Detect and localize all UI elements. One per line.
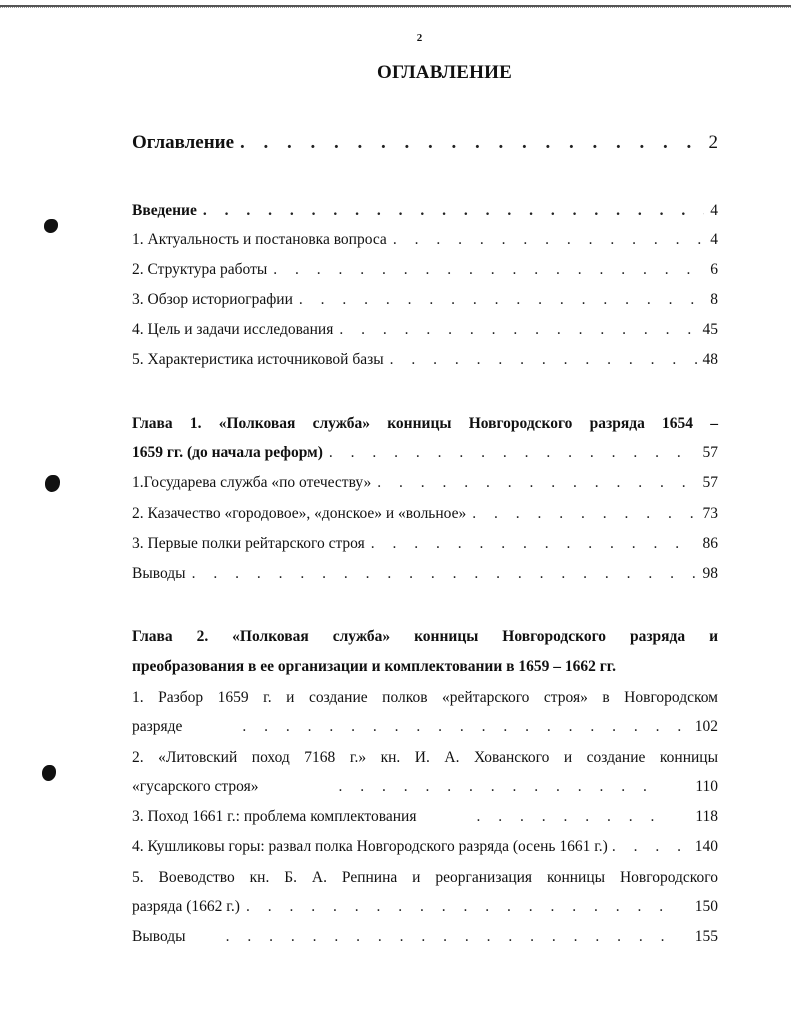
toc-entry-page: 118 (695, 808, 718, 825)
toc-entry-label: 1. Актуальность и постановка вопроса (132, 231, 387, 248)
leader-dots (371, 534, 697, 554)
toc-entry-page: 155 (694, 928, 718, 945)
toc-entry-page: 73 (702, 505, 718, 522)
toc-entry-page: 150 (694, 898, 718, 915)
toc-entry-label: 1659 гг. (до начала реформ) (132, 444, 323, 461)
toc-entry-label: 4. Цель и задачи исследования (132, 321, 334, 338)
leader-dots (393, 230, 704, 250)
toc-entry-page: 4 (710, 231, 718, 248)
toc-entry[interactable] (132, 320, 718, 340)
leader-dots (612, 837, 691, 857)
leader-dots (273, 260, 704, 280)
leader-dots (329, 443, 697, 463)
toc-entry-first-line (132, 743, 718, 773)
toc-entry[interactable] (132, 807, 718, 827)
toc-entry[interactable] (132, 534, 718, 554)
toc-entry-label: «гусарского строя» (132, 778, 259, 795)
chapter-2-heading-line: преобразования в ее организации и комплектовании в 1659 – 1662 гг. (132, 658, 616, 675)
chapter-1-heading-line: Глава 1. «Полковая служба» конницы Новгородского разряда 1654 – (132, 415, 718, 432)
page-number: 2 (416, 32, 423, 44)
page-title: ОГЛАВЛЕНИЕ (377, 62, 512, 83)
toc-entry[interactable] (132, 230, 718, 250)
toc-entry-page: 57 (702, 474, 718, 491)
top-border-rule (0, 0, 791, 7)
toc-entry[interactable] (132, 350, 718, 370)
toc-entry-label: 2. Структура работы (132, 261, 268, 278)
toc-entry-first-line (132, 863, 718, 893)
leader-dots (377, 473, 696, 493)
toc-entry-page: 110 (695, 778, 718, 795)
chapter-2-heading-line: Глава 2. «Полковая служба» конницы Новгородского разряда и (132, 628, 718, 645)
toc-entry-conclusions[interactable] (132, 927, 718, 947)
toc-entry-label: Введение (132, 202, 197, 219)
top-border-dotted-rule (0, 7, 791, 11)
toc-entry-page: 6 (710, 261, 718, 278)
toc-entry-label: 3. Обзор историографии (132, 291, 293, 308)
margin-blot-icon (44, 219, 58, 233)
toc-entry-page: 140 (694, 838, 718, 855)
toc-entry-label: 3. Первые полки рейтарского строя (132, 535, 365, 552)
toc-entry-label: разряде (132, 718, 183, 735)
toc-entry-label: 2. Казачество «городовое», «донское» и «вольное» (132, 505, 467, 522)
toc-entry[interactable] (132, 897, 718, 917)
toc-entry-conclusions[interactable] (132, 564, 718, 584)
leader-dots (226, 927, 675, 947)
chapter-2-heading (132, 622, 718, 682)
leader-dots (390, 350, 697, 370)
toc-entry-first-line (132, 683, 718, 713)
leader-dots (242, 717, 688, 737)
leader-dots (338, 777, 655, 797)
toc-entry[interactable] (132, 504, 718, 524)
toc-entry-introduction[interactable] (132, 201, 718, 221)
toc-entry-page: 86 (702, 535, 718, 552)
toc-entry[interactable] (132, 777, 718, 797)
toc-entry-page: 4 (710, 202, 718, 219)
leader-dots (246, 897, 675, 917)
toc-entry-label: 1.Государева служба «по отечеству» (132, 474, 372, 491)
leader-dots (339, 320, 696, 340)
leader-dots (472, 504, 696, 524)
toc-entry-chapter-1[interactable] (132, 443, 718, 463)
toc-entry-page: 57 (702, 444, 718, 461)
leader-dots (240, 133, 702, 153)
toc-entry-label: 5. Характеристика источниковой базы (132, 351, 384, 368)
toc-entry-label: 3. Поход 1661 г.: проблема комплектования (132, 808, 417, 825)
toc-entry[interactable] (132, 717, 718, 737)
toc-entry-page: 102 (694, 718, 718, 735)
chapter-1-heading (132, 409, 718, 439)
toc-entry-label: Выводы (132, 928, 186, 945)
leader-dots (476, 807, 655, 827)
toc-entry-text: 1. Разбор 1659 г. и создание полков «рейтарского строя» в Новгородском (132, 689, 718, 706)
toc-entry-contents[interactable] (132, 133, 718, 153)
toc-entry-page: 2 (708, 132, 718, 153)
margin-blot-icon (42, 765, 56, 781)
margin-blot-icon (45, 475, 60, 492)
toc-entry-label: Выводы (132, 565, 186, 582)
toc-entry-label: разряда (1662 г.) (132, 898, 240, 915)
toc-entry[interactable] (132, 473, 718, 493)
toc-entry-page: 8 (710, 291, 718, 308)
leader-dots (299, 290, 704, 310)
toc-entry[interactable] (132, 290, 718, 310)
toc-entry[interactable] (132, 260, 718, 280)
toc-entry-page: 48 (702, 351, 718, 368)
toc-entry-label: Оглавление (132, 132, 235, 153)
toc-entry-label: 4. Кушликовы горы: развал полка Новгородского разряда (осень 1661 г.) (132, 838, 608, 855)
toc-entry[interactable] (132, 837, 718, 857)
toc-entry-page: 45 (702, 321, 718, 338)
leader-dots (192, 564, 697, 584)
toc-entry-text: 5. Воеводство кн. Б. А. Репнина и реорганизация конницы Новгородского (132, 869, 718, 886)
toc-entry-text: 2. «Литовский поход 7168 г.» кн. И. А. Хованского и создание конницы (132, 749, 718, 766)
toc-entry-page: 98 (702, 565, 718, 582)
leader-dots (203, 201, 704, 221)
